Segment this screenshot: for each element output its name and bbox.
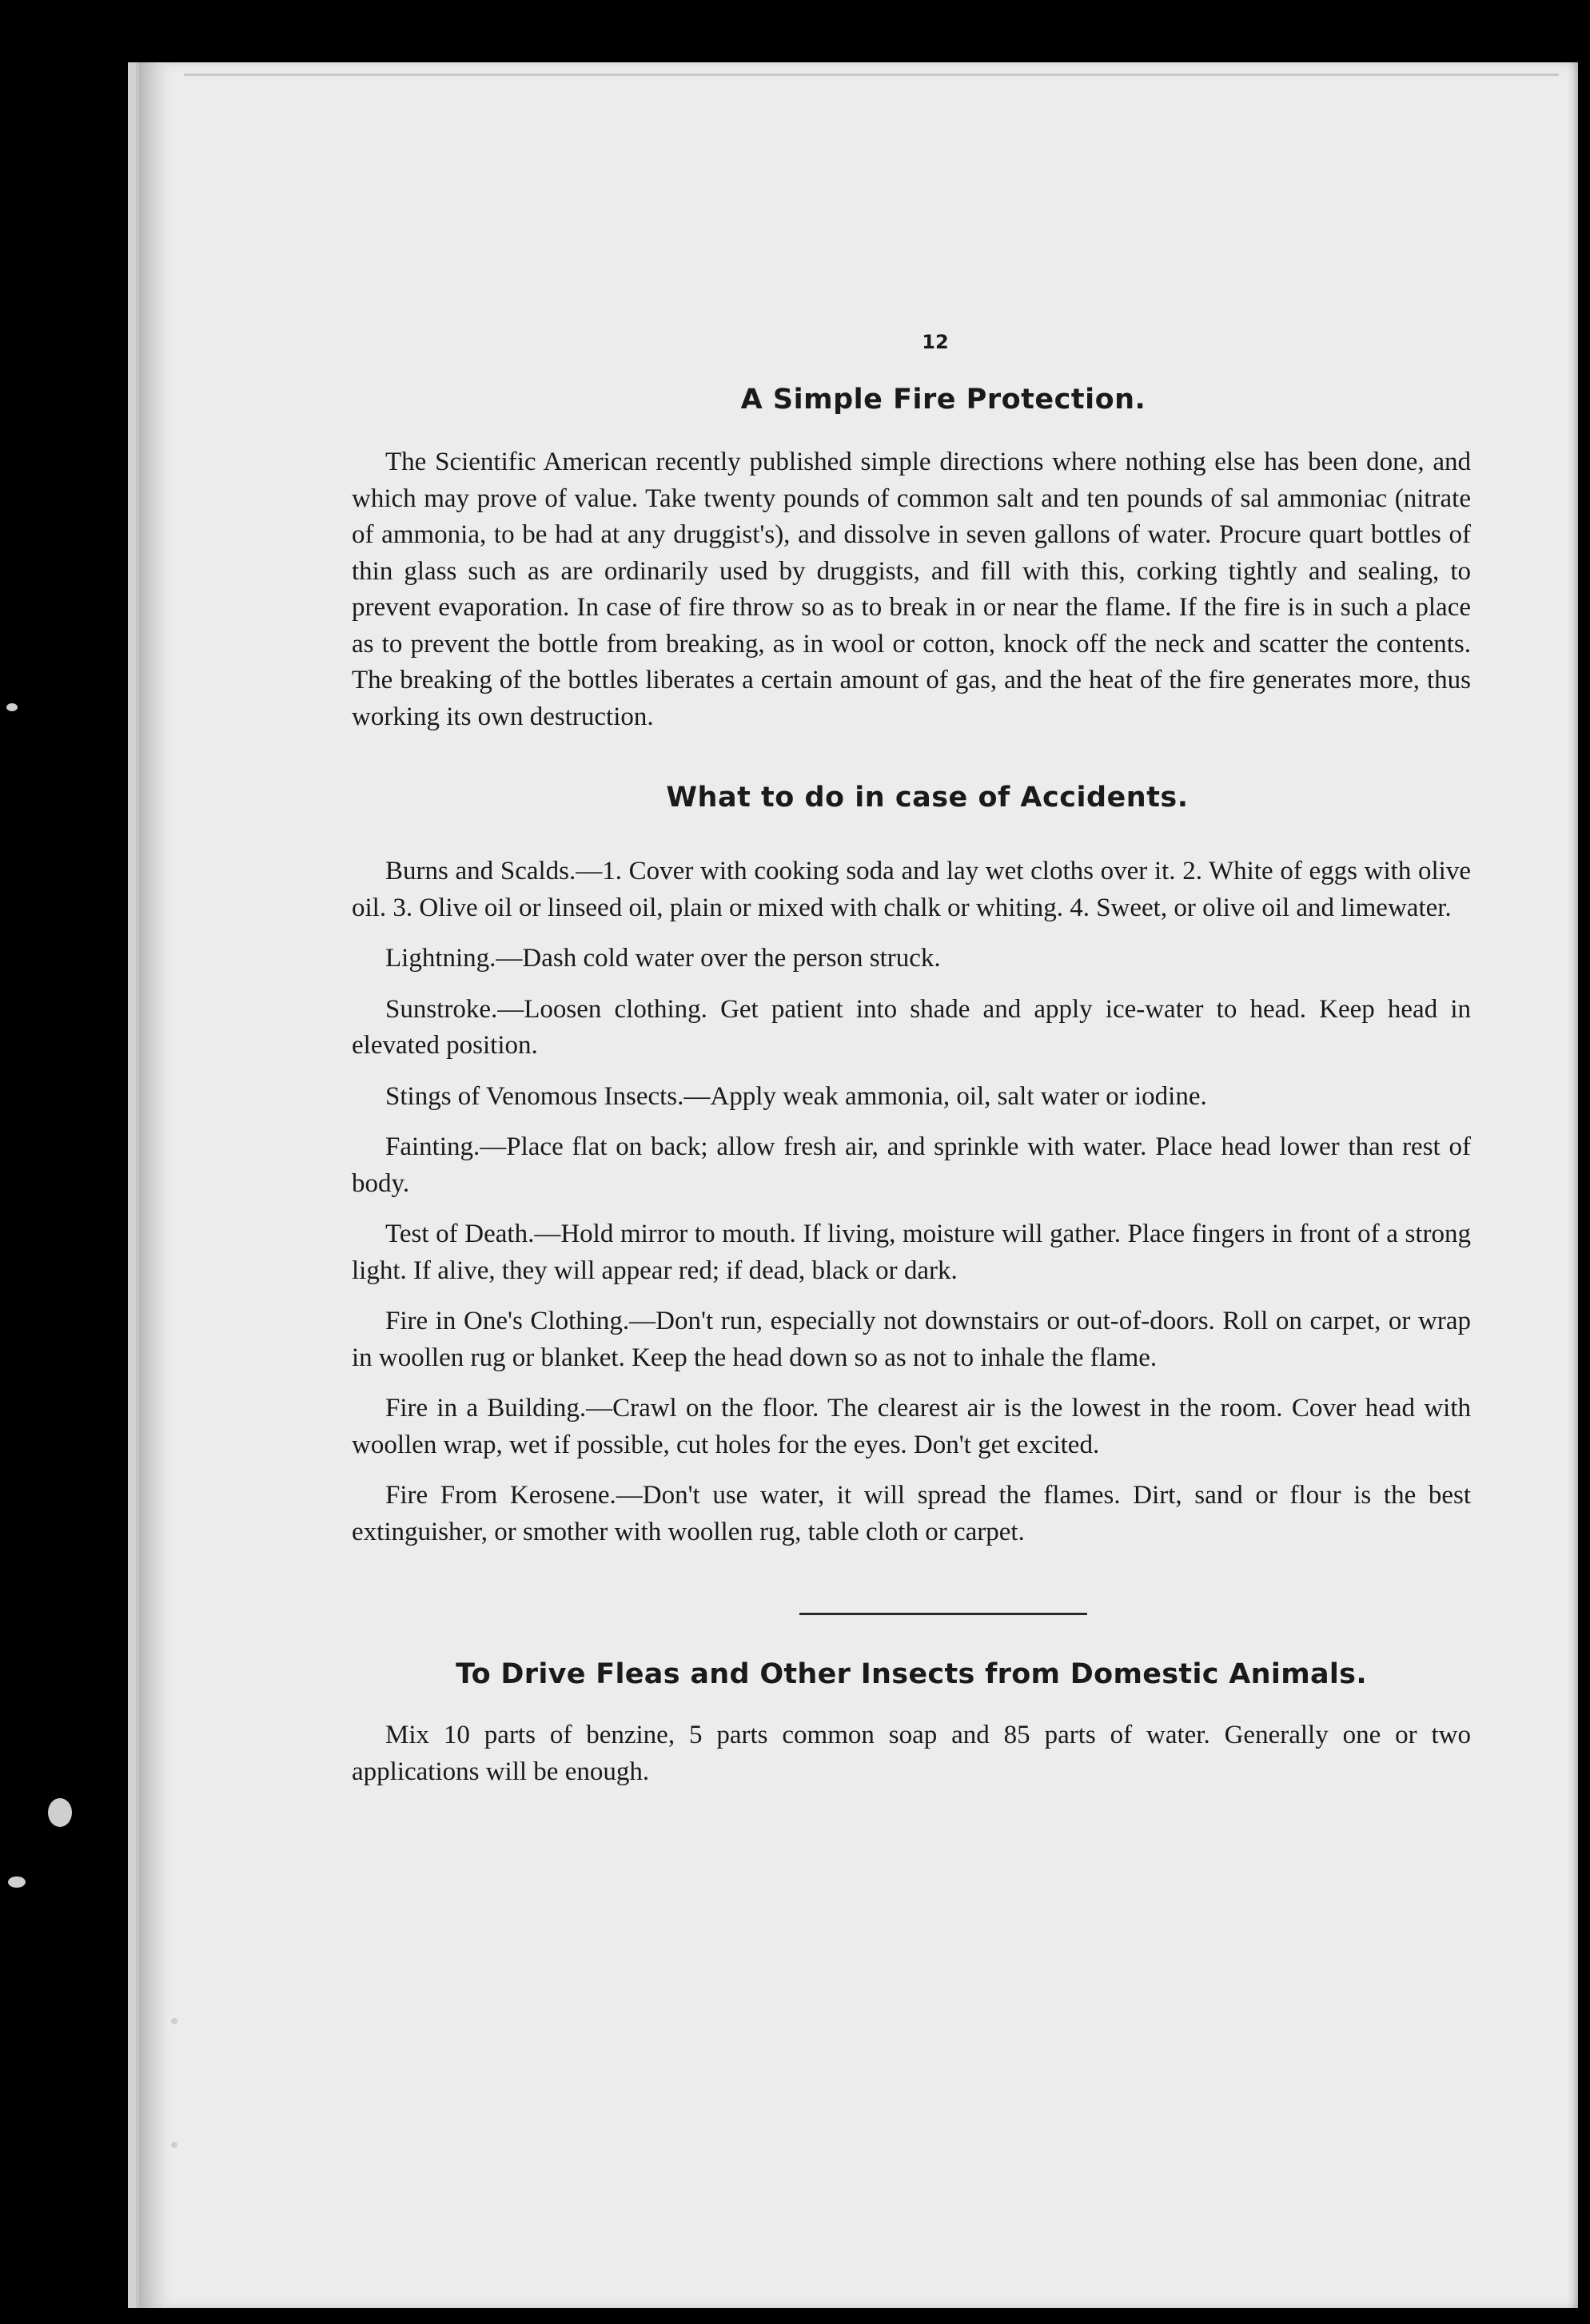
paragraph: Stings of Venomous Insects.—Apply weak ammonia, oil, salt water or iodine. bbox=[385, 1081, 1207, 1111]
margin-speck bbox=[171, 2018, 177, 2024]
paragraph: Fainting.—Place flat on back; allow fresh air, and sprinkle with water. Place head lower than rest of body. bbox=[352, 1132, 1471, 1198]
section-body-fire-protection bbox=[352, 444, 1471, 735]
binding-edge bbox=[136, 62, 166, 2308]
page-number: 12 bbox=[922, 331, 949, 353]
margin-speck bbox=[171, 2142, 177, 2148]
page-content bbox=[352, 320, 1471, 1790]
top-edge bbox=[184, 74, 1559, 76]
paragraph: The Scientific American recently published simple directions where nothing else has been done, and which may prove of value. Take twenty pounds of common salt and ten pounds of sal ammoniac (nitrate of ammonia, to be had at any druggist's), and dissolve in seven gallons of water. Procure quart bottles of thin glass such as are ordinarily used by druggists, and fill with this, corking tightly and sealing, to prevent evaporation. In case of fire throw so as to break in or near the flame. If the fire is in such a place as to prevent the bottle from breaking, as in wool or cotton, knock off the neck and scatter the contents. The breaking of the bottles liberates a certain amount of gas, and the heat of the fire generates more, thus working its own destruction. bbox=[352, 448, 1471, 731]
paragraph: Burns and Scalds.—1. Cover with cooking soda and lay wet cloths over it. 2. White of eggs with olive oil. 3. Olive oil or linseed oil, plain or mixed with chalk or whiting. 4. Sweet, or olive oil and limewater. bbox=[352, 857, 1471, 922]
margin-speck bbox=[6, 703, 18, 711]
section-heading-accidents: What to do in case of Accidents. bbox=[666, 782, 1189, 814]
paragraph: Sunstroke.—Loosen clothing. Get patient into shade and apply ice-water to head. Keep head in elevated position. bbox=[352, 994, 1471, 1060]
paragraph: Fire in One's Clothing.—Don't run, especially not downstairs or out-of-doors. Roll on carpet, or wrap in woollen rug or blanket. Keep the head down so as not to inhale the flame. bbox=[352, 1307, 1471, 1372]
section-heading-fire-protection: A Simple Fire Protection. bbox=[740, 384, 1146, 416]
margin-speck bbox=[48, 1798, 72, 1827]
paragraph: Fire From Kerosene.—Don't use water, it will spread the flames. Dirt, sand or flour is the best extinguisher, or smother with woollen rug, table cloth or carpet. bbox=[352, 1481, 1471, 1546]
paragraph: Test of Death.—Hold mirror to mouth. If living, moisture will gather. Place fingers in front of a strong light. If alive, they will appear red; if dead, black or dark. bbox=[352, 1220, 1471, 1285]
margin-speck bbox=[8, 1876, 26, 1888]
paragraph: Fire in a Building.—Crawl on the floor. The clearest air is the lowest in the room. Cover head with woollen wrap, wet if possible, cut holes for the eyes. Don't get excited. bbox=[352, 1394, 1471, 1459]
section-heading-fleas: To Drive Fleas and Other Insects from Domestic Animals. bbox=[456, 1658, 1367, 1690]
section-body-accidents bbox=[352, 854, 1471, 1550]
paragraph: Lightning.—Dash cold water over the person struck. bbox=[385, 944, 941, 973]
section-body-fleas bbox=[352, 1717, 1471, 1790]
paragraph: Mix 10 parts of benzine, 5 parts common soap and 85 parts of water. Generally one or two applications will be enough. bbox=[352, 1721, 1471, 1786]
section-divider bbox=[799, 1613, 1087, 1615]
